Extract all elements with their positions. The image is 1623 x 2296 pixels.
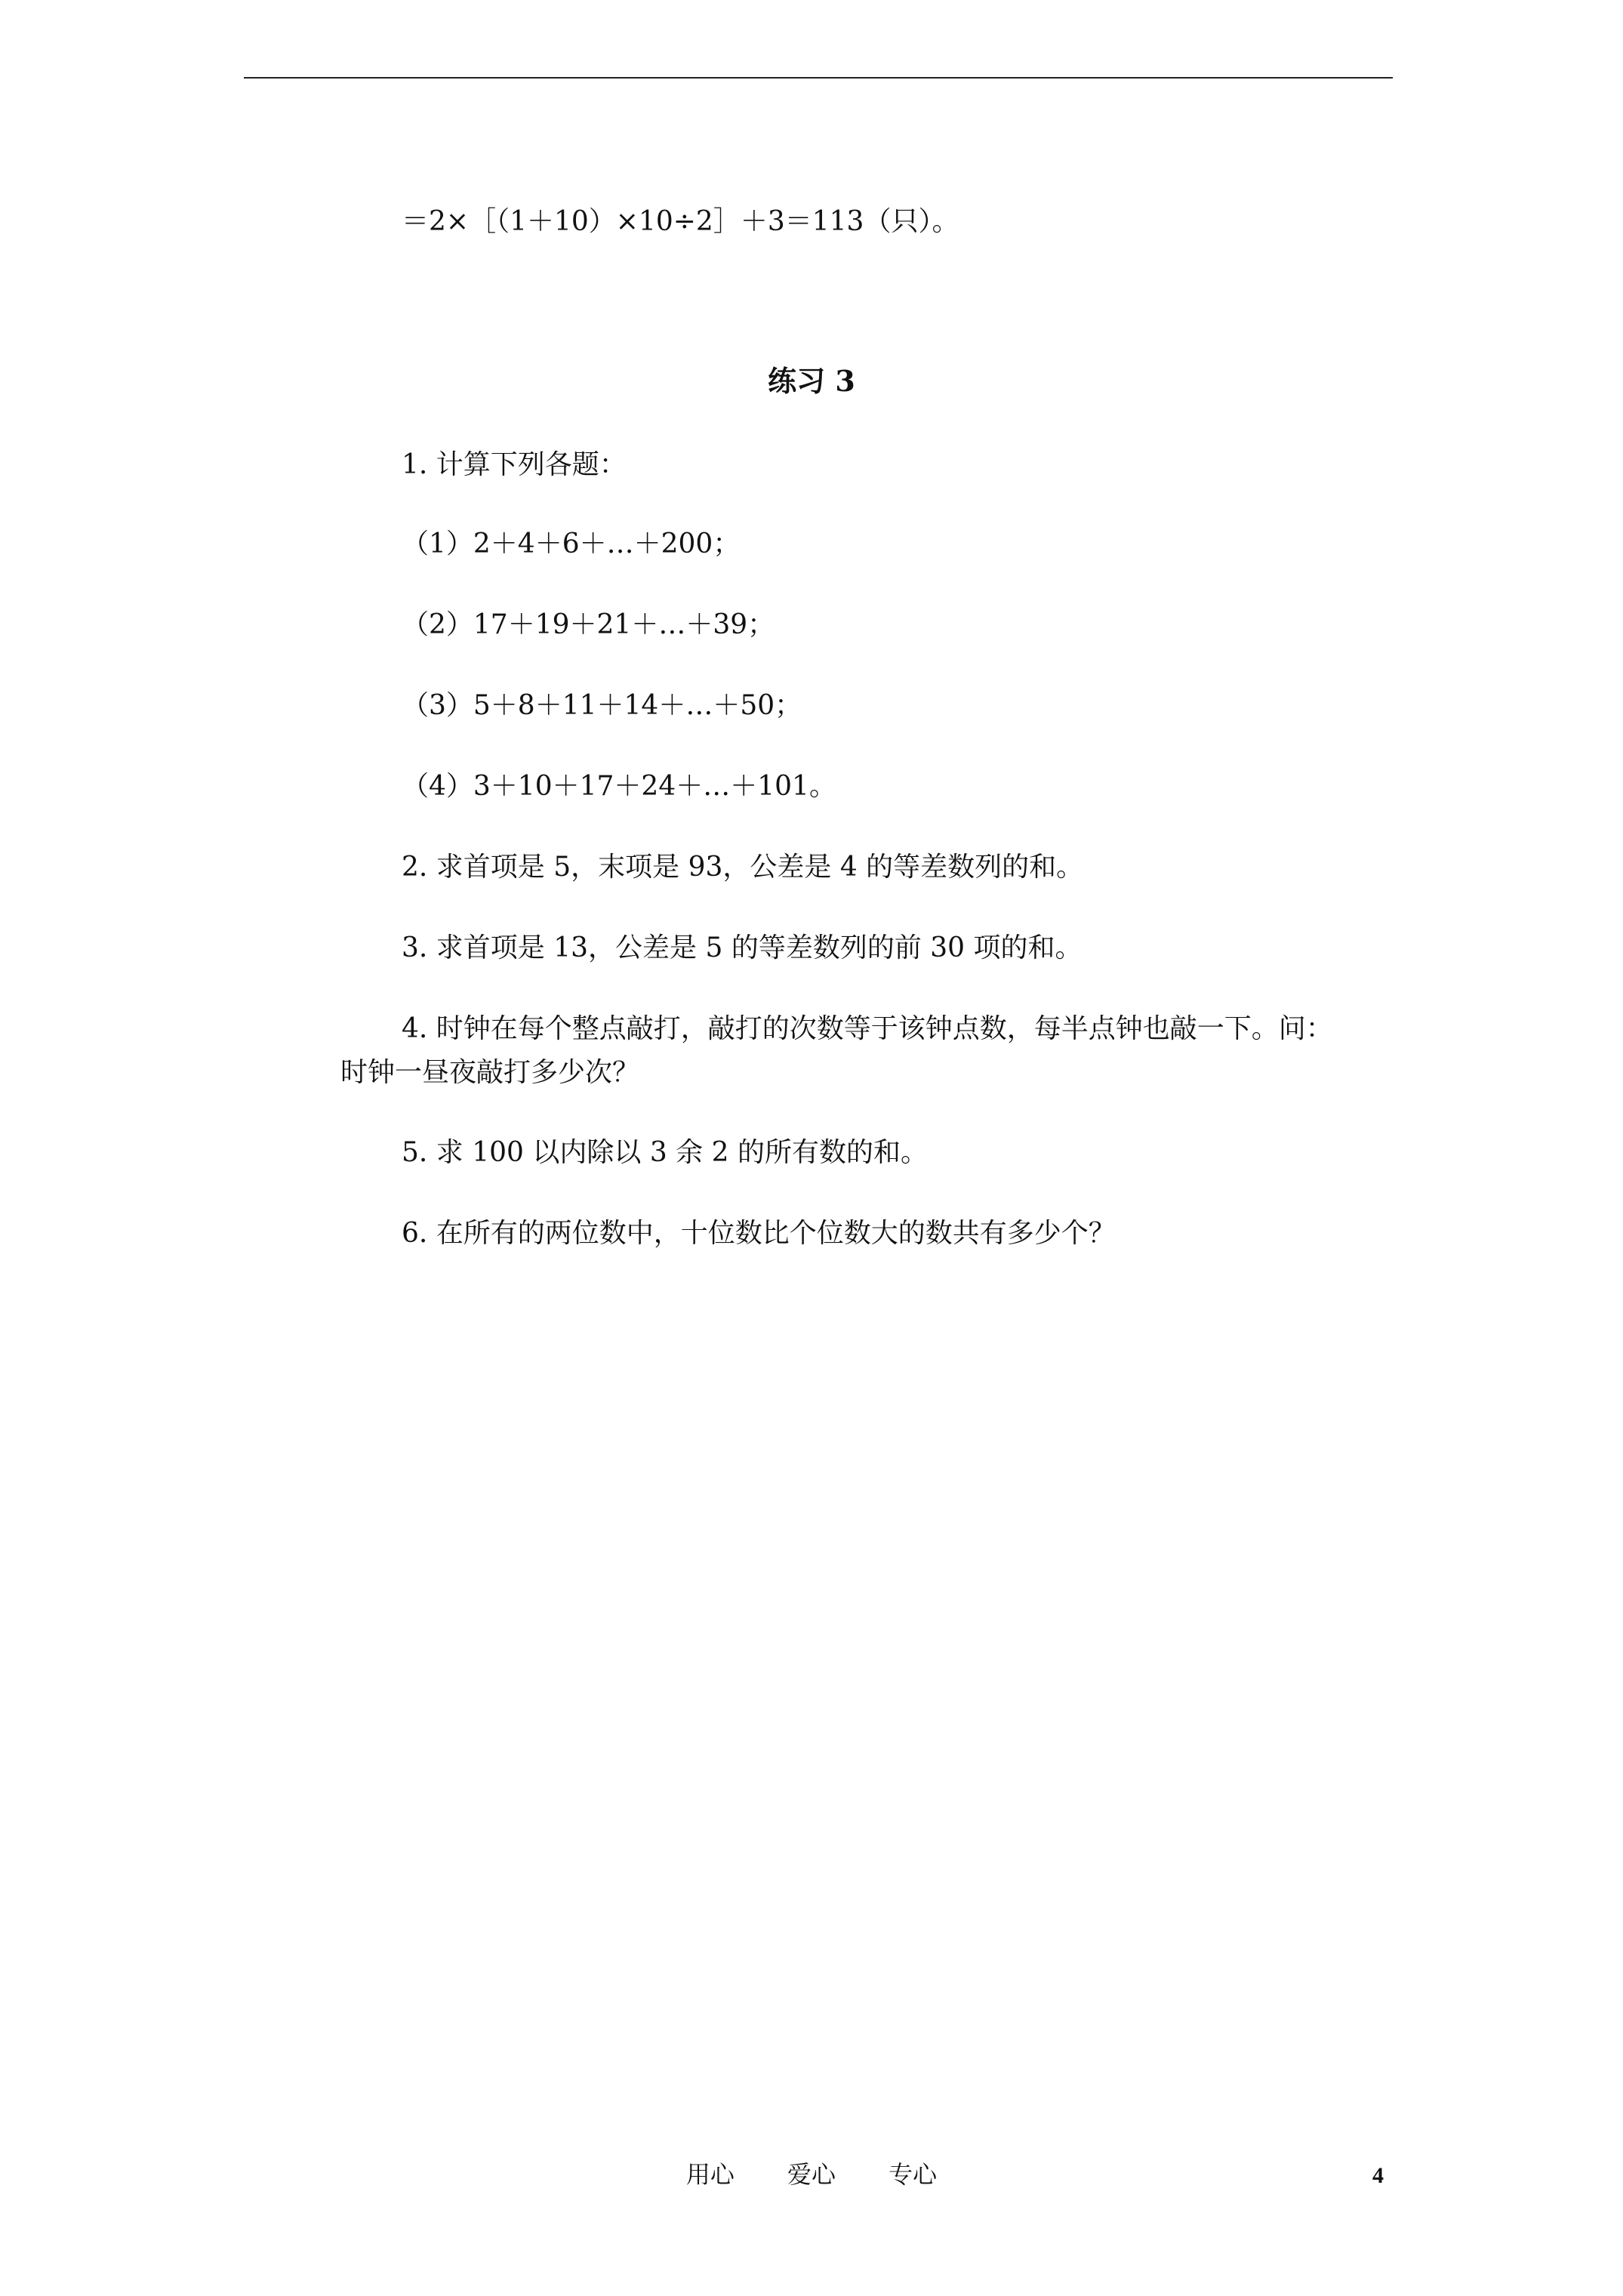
question-1: 1. 计算下列各题：	[402, 449, 627, 480]
question-2: 2. 求首项是 5，末项是 93，公差是 4 的等差数列的和。	[402, 852, 1084, 883]
question-5: 5. 求 100 以内除以 3 余 2 的所有数的和。	[402, 1137, 928, 1168]
question-1-part-3: （3）5＋8＋11＋14＋…＋50；	[402, 690, 802, 721]
question-1-part-1: （1）2＋4＋6＋…＋200；	[402, 529, 741, 559]
continuation-formula: ＝2×［（1＋10）×10÷2］＋3＝113（只）。	[402, 206, 959, 237]
footer-motto: 用心 爱心 专心	[685, 2160, 938, 2189]
section-title: 练习 3	[768, 364, 855, 398]
page-number: 4	[1372, 2163, 1384, 2188]
question-6: 6. 在所有的两位数中，十位数比个位数大的数共有多少个？	[402, 1218, 1116, 1249]
question-3: 3. 求首项是 13，公差是 5 的等差数列的前 30 项的和。	[402, 932, 1083, 963]
question-1-part-4: （4）3＋10＋17＋24＋…＋101。	[402, 771, 836, 802]
question-4: 4. 时钟在每个整点敲打，敲打的次数等于该钟点数，每半点钟也敲一下。问：	[402, 1013, 1333, 1044]
question-4-continuation: 时钟一昼夜敲打多少次？	[340, 1057, 640, 1088]
question-1-part-2: （2）17＋19＋21＋…＋39；	[402, 609, 775, 640]
header-rule	[244, 77, 1393, 79]
